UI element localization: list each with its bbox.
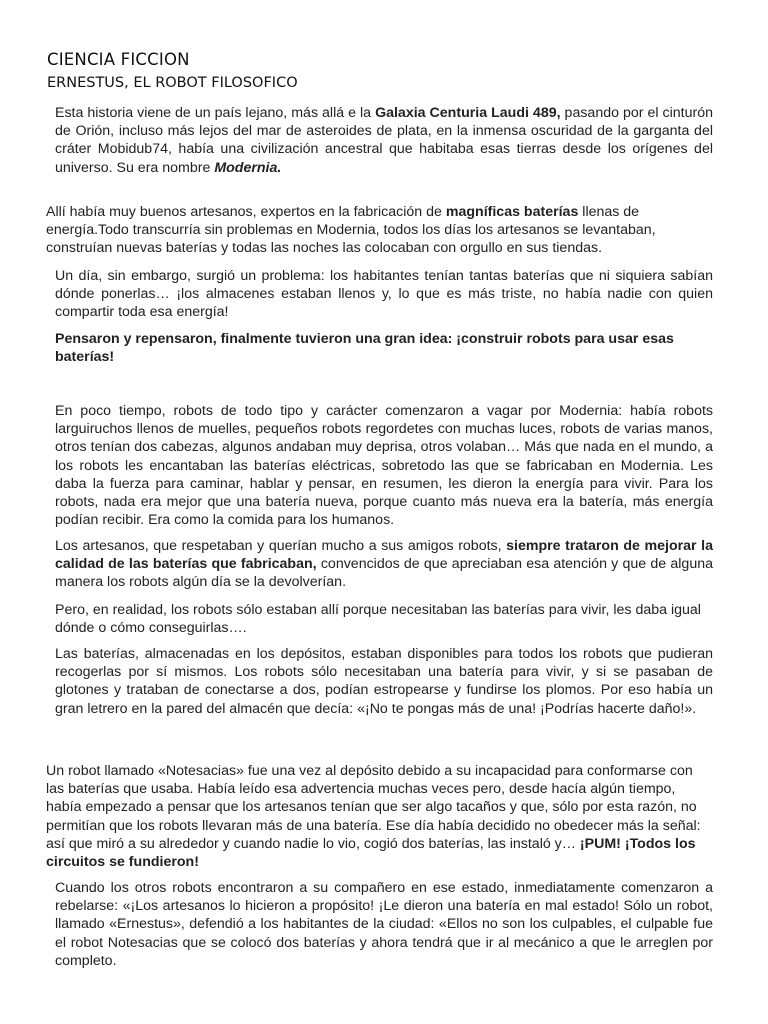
paragraph-10: Cuando los otros robots encontraron a su compañero en ese estado, inmediatamente comenzaron a rebelarse: «¡Los artesanos lo hicieron a propósito! ¡Le dieron una batería en mal estado! Sólo un robot, llamado «Ernestus», defendió a los habitantes de la ciudad: «Ellos no son los culpables, el culpable fue el robot Notesacias que se colocó dos baterías y ahora tendrá que ir al mecánico a que le arreglen por completo. xyxy=(55,880,713,969)
paragraph-3: Un día, sin embargo, surgió un problema: los habitantes tenían tantas baterías que ni siquiera sabían dónde ponerlas… ¡los almacenes estaban llenos y, lo que es más triste, no había nadie con quien compartir toda esa energía! xyxy=(55,268,713,321)
paragraph-1-text-c: pasando por el cinturón de Orión, incluso más lejos del mar de asteroides de plata, en la inmensa oscuridad de la garganta del cráter Mobidub74, había una civilización ancestral que habitaba esas tierras desde los orígenes del universo. Su era nombre xyxy=(55,105,714,176)
paragraph-6-bold-calidad: siempre trataron de mejorar la calidad de las baterías que fabricaban, xyxy=(55,538,713,573)
paragraph-1-text-a: Esta historia viene de un país lejano, más allá e la xyxy=(55,105,376,121)
paragraph-2-bold-baterias: magníficas baterías xyxy=(445,204,579,220)
paragraph-8: Las baterías, almacenadas en los depósitos, estaban disponibles para todos los robots que pudieran recogerlas por sí mismos. Los robots sólo necesitaban una batería para vivir, y si se pasaban de glotones y trataban de conectarse a dos, podían estropearse y fundirse los plomos. Por eso había un gran letrero en la pared del almacén que decía: «¡No te pongas más de una! ¡Podrías hacerte daño!». xyxy=(55,646,713,717)
paragraph-4-bold: Pensaron y repensaron, finalmente tuvieron una gran idea: ¡construir robots para usar esas baterías! xyxy=(55,331,674,366)
paragraph-5: En poco tiempo, robots de todo tipo y carácter comenzaron a vagar por Modernia: había robots larguiruchos llenos de muelles, pequeños robots regordetes con muchas luces, robots de varias manos, otros tenían dos cabezas, algunos andaban muy deprisa, otros volaban… Más que nada en el mundo, a los robots les encantaban las baterías eléctricas, sobretodo las que se fabricaban en Modernia. Les daba la fuerza para caminar, hablar y pensar, en resumen, les dieron la energía para vivir. Para los robots, nada era mejor que una batería nueva, porque cuanto más nueva era la batería, más energía podían recibir. Era como la comida para los humanos. xyxy=(55,403,713,529)
paragraph-2 xyxy=(46,203,714,258)
paragraph-9-bold-pum: ¡PUM! ¡Todos los circuitos se fundieron! xyxy=(46,835,696,871)
paragraph-7: Pero, en realidad, los robots sólo estaban allí porque necesitaban las baterías para vivir, les daba igual dónde o cómo conseguirlas…. xyxy=(55,602,701,637)
paragraph-2-text-a: Allí había muy buenos artesanos, expertos en la fabricación de xyxy=(46,204,446,220)
paragraph-9 xyxy=(46,762,714,871)
paragraph-6-text-a: Los artesanos, que respetaban y querían mucho a sus amigos robots, xyxy=(55,538,507,554)
paragraph-6-text-c: convencidos de que apreciaban esa atención y que de alguna manera los robots algún día se la devolverían. xyxy=(55,556,713,591)
paragraph-2-text-c: llenas de energía.Todo transcurría sin problemas en Modernia, todos los días los artesanos se levantaban, construían nuevas baterías y todas las noches las colocaban con orgullo en sus tiendas. xyxy=(46,204,656,257)
paragraph-6 xyxy=(55,537,713,592)
document-title: CIENCIA FICCION xyxy=(47,50,190,69)
paragraph-1-bold-italic-modernia: Modernia. xyxy=(214,159,282,176)
document-subtitle: ERNESTUS, EL ROBOT FILOSOFICO xyxy=(47,75,298,91)
paragraph-9-text-a: Un robot llamado «Notesacias» fue una vez al depósito debido a su incapacidad para conformarse con las baterías que usaba. Había leído esa advertencia muchas veces pero, desde hacía algún tiempo, había empezado a pensar que los artesanos tenían que ser algo tacaños y que, sólo por esta razón, no permitían que los robots llevaran más de una batería. Ese día había decidido no obedecer más la señal: así que miró a su alrededor y cuando nadie lo vio, cogió dos baterías, las instaló y… xyxy=(46,763,701,852)
paragraph-1-bold-galaxy: Galaxia Centuria Laudi 489, xyxy=(375,105,561,121)
paragraph-1 xyxy=(55,104,713,177)
